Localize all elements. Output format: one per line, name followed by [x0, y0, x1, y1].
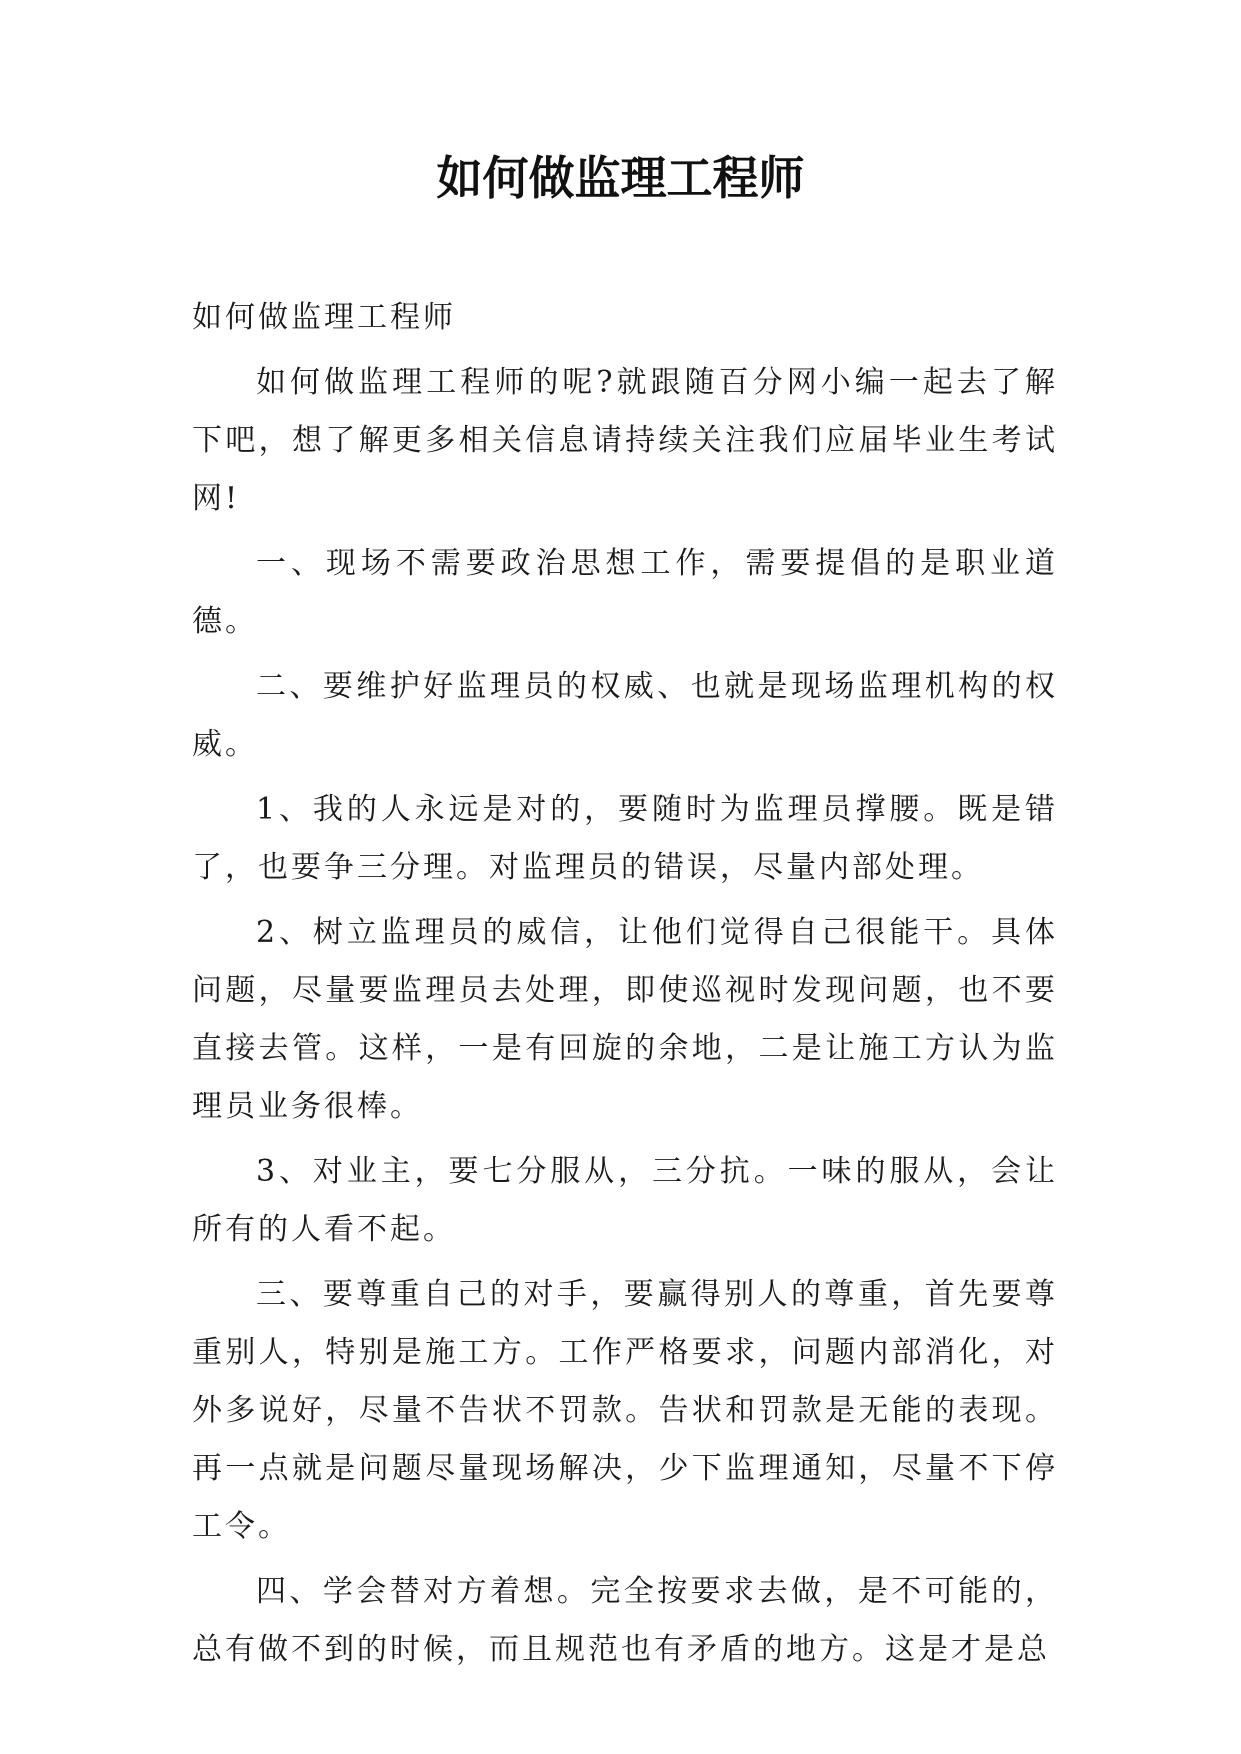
- paragraph-section-3: 三、要尊重自己的对手，要赢得别人的尊重，首先要尊重别人，特别是施工方。工作严格要求，问题内部消化，对外多说好，尽量不告状不罚款。告状和罚款是无能的表现。再一点就是问题尽量现场解决，少下监理通知，尽量不下停工令。: [192, 1277, 1058, 1544]
- document-title: 如何做监理工程师: [436, 151, 805, 205]
- paragraph-section-4: 四、学会替对方着想。完全按要求去做，是不可能的，总有做不到的时候，而且规范也有矛盾的地方。这是才是总: [192, 1574, 1058, 1667]
- paragraph-item-1: 1、我的人永远是对的，要随时为监理员撑腰。既是错了，也要争三分理。对监理员的错误，尽量内部处理。: [192, 792, 1058, 885]
- paragraph-section-1: 一、现场不需要政治思想工作，需要提倡的是职业道德。: [192, 546, 1058, 639]
- document-subtitle: 如何做监理工程师: [192, 300, 456, 335]
- document-body: [192, 289, 1058, 1686]
- paragraph-section-2: 二、要维护好监理员的权威、也就是现场监理机构的权威。: [192, 669, 1058, 762]
- paragraph-intro: 如何做监理工程师的呢?就跟随百分网小编一起去了解下吧，想了解更多相关信息请持续关注我们应届毕业生考试网!: [192, 365, 1058, 516]
- paragraph-item-2: 2、树立监理员的威信，让他们觉得自己很能干。具体问题，尽量要监理员去处理，即使巡视时发现问题，也不要直接去管。这样，一是有回旋的余地，二是让施工方认为监理员业务很棒。: [192, 915, 1058, 1124]
- paragraph-item-3: 3、对业主，要七分服从，三分抗。一味的服从，会让所有的人看不起。: [192, 1154, 1058, 1247]
